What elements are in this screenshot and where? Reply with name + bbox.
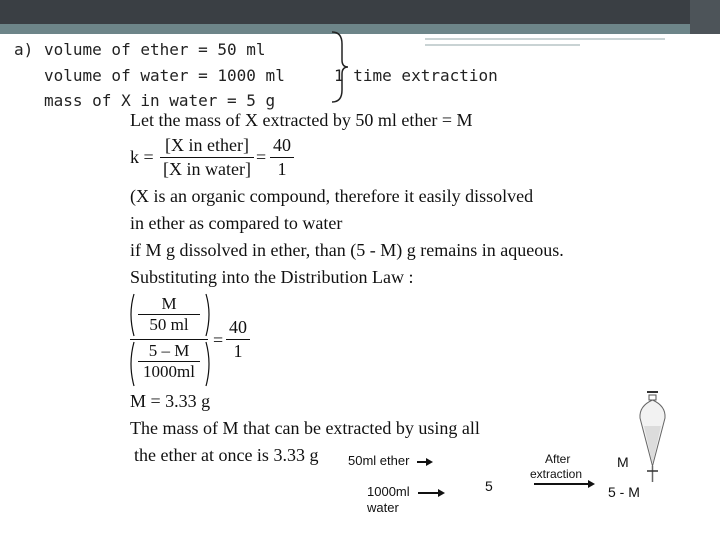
value-numerator: 40 — [229, 317, 247, 337]
arrow-head — [438, 489, 445, 497]
k-numerator: [X in ether] — [165, 135, 249, 155]
fraction-bar — [160, 157, 254, 158]
k-denominator: [X in water] — [163, 159, 251, 179]
note-line-3: if M g dissolved in ether, than (5 - M) g remains in aqueous. — [130, 240, 564, 260]
given-mass-x: mass of X in water = 5 g — [44, 91, 276, 110]
after-extraction-arrow — [534, 483, 590, 485]
arrow-head — [588, 480, 595, 488]
substitution-value — [226, 317, 250, 362]
denominator-top: 5 – M — [148, 341, 190, 360]
mass-label: 5 — [485, 478, 493, 494]
title-bar-dark — [0, 0, 720, 24]
arrow-head — [426, 458, 433, 466]
decorative-line — [425, 38, 665, 40]
separatory-funnel-icon — [636, 388, 676, 484]
conclusion-line-1: The mass of M that can be extracted by using all — [130, 418, 480, 438]
decorative-line — [425, 44, 580, 46]
k-value-denominator: 1 — [277, 159, 287, 179]
remainder-label: 5 - M — [608, 484, 640, 500]
denominator-bottom: 1000ml — [143, 362, 195, 381]
k-fraction — [160, 135, 254, 180]
given-water-volume: volume of water = 1000 ml — [44, 66, 285, 85]
note-line-1: (X is an organic compound, therefore it easily dissolved — [130, 186, 534, 206]
ether-label: 50ml ether — [348, 453, 410, 468]
water-arrow — [418, 492, 440, 494]
k-value — [270, 135, 294, 180]
title-bar-corner — [690, 0, 720, 34]
substitution-equals: = — [213, 330, 224, 350]
after-label: After — [545, 452, 571, 466]
item-marker: a) — [14, 40, 34, 59]
value-denominator: 1 — [233, 341, 243, 361]
m-label: M — [617, 454, 629, 470]
result: M = 3.33 g — [130, 391, 211, 411]
k-value-numerator: 40 — [273, 135, 291, 155]
numerator-bottom: 50 ml — [149, 315, 189, 334]
k-label: k = — [130, 147, 154, 167]
conclusion-line-2: the ether at once is 3.33 g — [134, 445, 319, 465]
let-statement: Let the mass of X extracted by 50 ml ether = M — [130, 110, 473, 130]
note-line-2: in ether as compared to water — [130, 213, 343, 233]
title-bar-accent — [0, 24, 720, 34]
extraction-label: 1 time extraction — [334, 66, 498, 85]
fraction-bar — [226, 339, 250, 340]
given-ether-volume: volume of ether = 50 ml — [44, 40, 266, 59]
numerator-top: M — [161, 294, 177, 313]
parentheses — [126, 292, 214, 388]
water-label-2: water — [367, 500, 399, 515]
fraction-bar — [270, 157, 294, 158]
water-label-1: 1000ml — [367, 484, 410, 499]
k-equals: = — [256, 147, 267, 167]
note-line-4: Substituting into the Distribution Law : — [130, 267, 414, 287]
extraction-label-diagram: extraction — [530, 467, 583, 481]
